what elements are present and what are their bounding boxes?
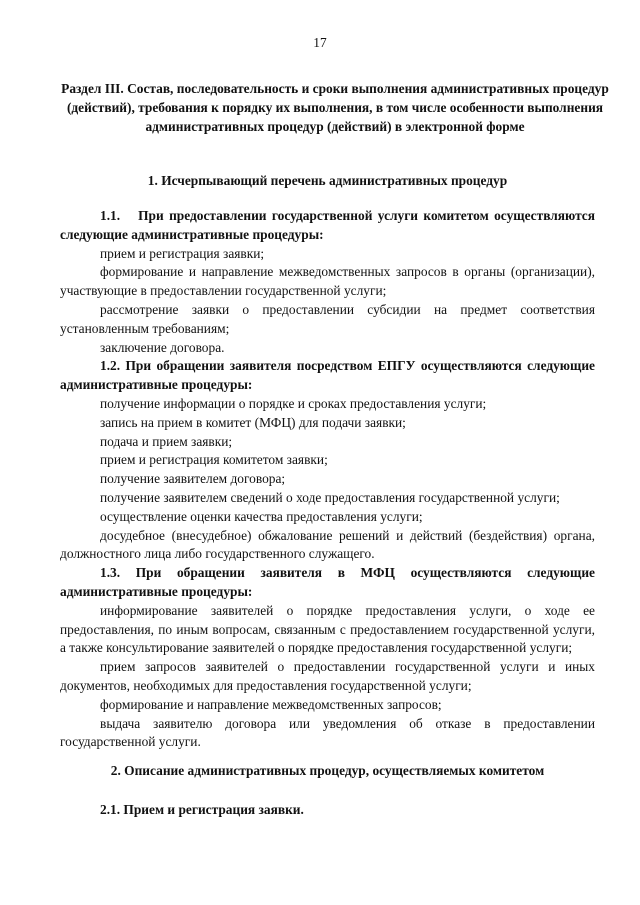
list-item: заключение договора. <box>100 339 225 355</box>
list-item: информирование заявителей о порядке предоставления услуги, о ходе ее предоставления, по иным вопросам, связанным с предоставлением государственной услуги, а также консультирование заявителей о порядке предоставления государственной услуги; <box>60 602 595 656</box>
heading-2-1: 2.1. Прием и регистрация заявки. <box>100 802 304 817</box>
list-item: прием запросов заявителей о предоставлении государственной услуги и иных документов, необходимых для предоставления государственной услуги; <box>60 659 595 693</box>
list-item: прием и регистрация комитетом заявки; <box>100 452 328 468</box>
list-item: получение информации о порядке и сроках предоставления услуги; <box>100 395 487 411</box>
list-item: подача и прием заявки; <box>100 433 233 449</box>
list-item: получение заявителем договора; <box>100 471 286 487</box>
section-title: Раздел III. Состав, последовательность и сроки выполнения административных процедур (действий), требования к порядку их выполнения, в том числе особенности выполнения административных процедур (действий) в электронной форме <box>61 81 609 134</box>
document-body <box>60 207 595 752</box>
list-item: рассмотрение заявки о предоставлении субсидии на предмет соответствия установленным требованиям; <box>60 301 595 336</box>
heading-1: 1. Исчерпывающий перечень административных процедур <box>147 173 508 188</box>
list-item: осуществление оценки качества предоставления услуги; <box>100 508 423 524</box>
list-item: формирование и направление межведомственных запросов в органы (организации), участвующие в предоставлении государственной услуги; <box>60 264 595 299</box>
page-number: 17 <box>313 35 327 50</box>
list-item: запись на прием в комитет (МФЦ) для подачи заявки; <box>100 414 406 430</box>
paragraph-1-1 <box>60 207 595 245</box>
list-item: получение заявителем сведений о ходе предоставления государственной услуги; <box>100 489 560 505</box>
list-item: прием и регистрация заявки; <box>100 245 265 261</box>
heading-2: 2. Описание административных процедур, осуществляемых комитетом <box>110 763 545 778</box>
paragraph-1-2: 1.2. При обращении заявителя посредством ЕПГУ осуществляются следующие административные процедуры: <box>60 358 595 393</box>
paragraph-1-1-number: 1.1. <box>100 208 121 223</box>
paragraph-1-3: 1.3. При обращении заявителя в МФЦ осуществляются следующие административные процедуры: <box>60 565 595 599</box>
list-item: выдача заявителю договора или уведомления об отказе в предоставлении государственной услуги. <box>60 715 595 750</box>
paragraph-1-1-text: При предоставлении государственной услуги комитетом осуществляются следующие административные процедуры: <box>60 208 595 242</box>
list-item: формирование и направление межведомственных запросов; <box>100 696 442 712</box>
list-item: досудебное (внесудебное) обжалование решений и действий (бездействия) органа, должностного лица либо государственного служащего. <box>60 527 595 562</box>
